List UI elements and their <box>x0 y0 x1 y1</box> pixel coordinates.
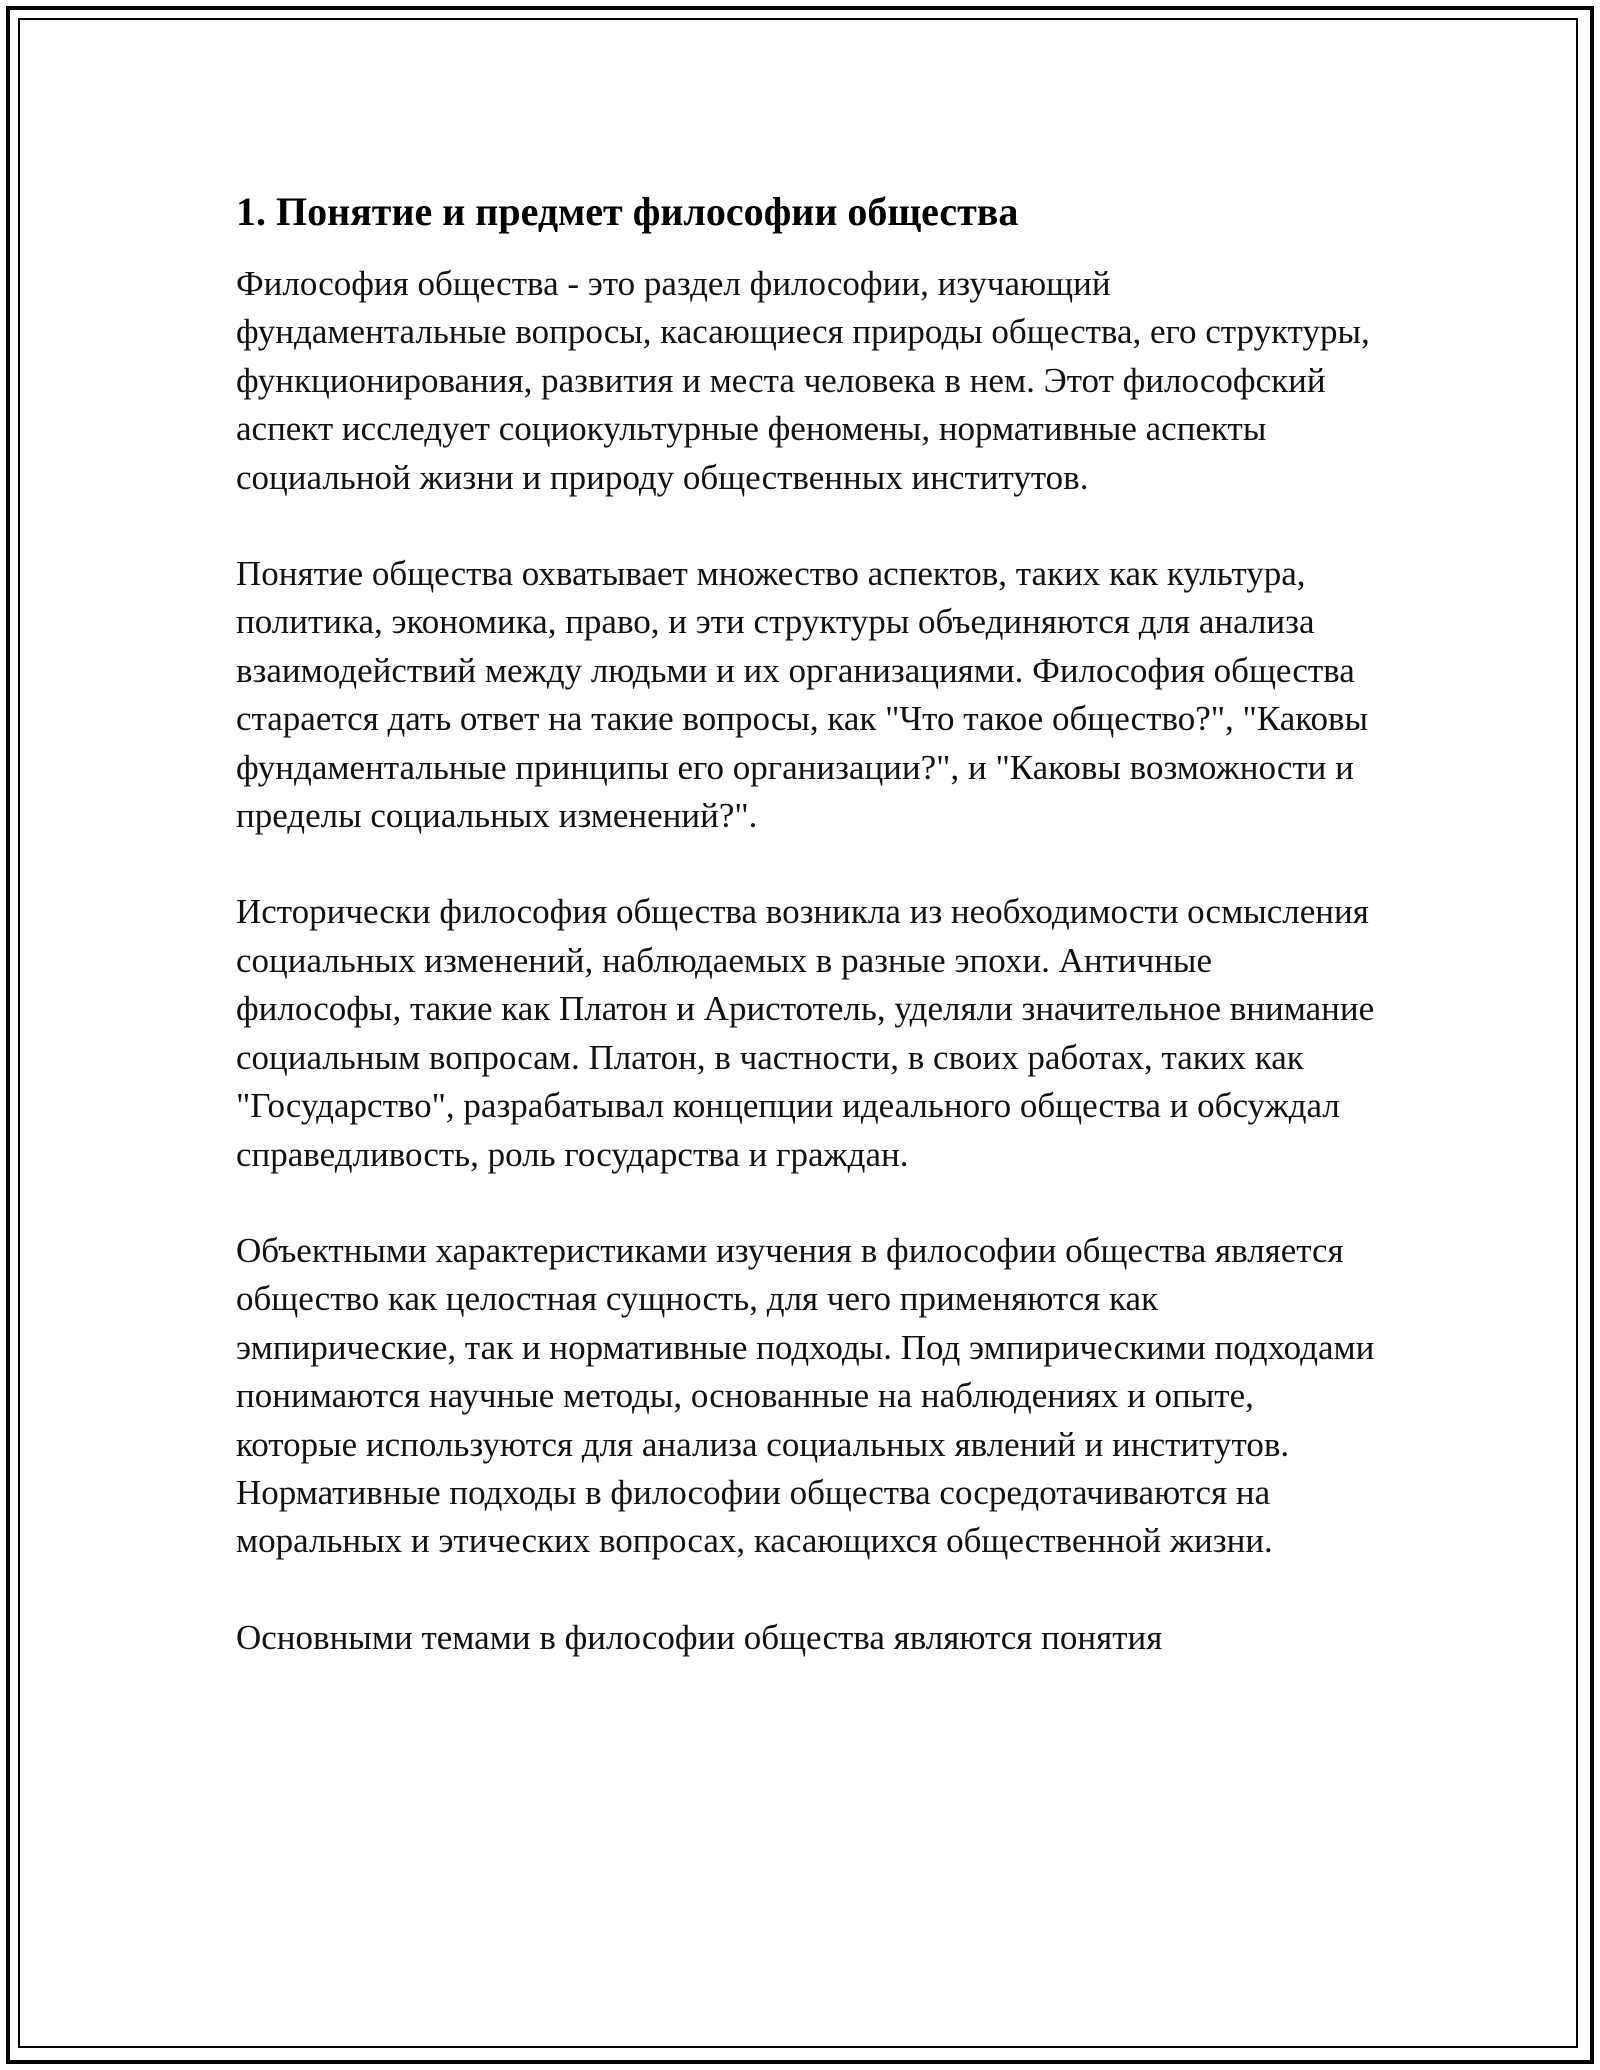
paragraph-definition: Философия общества - это раздел философии, изучающий фундаментальные вопросы, касающиеся природы общества, его структуры, функционирования, развития и места человека в нем. Этот философский аспект исследует социокультурные феномены, нормативные аспекты социальной жизни и природу общественных институтов. <box>236 264 1370 497</box>
document-body <box>236 184 1376 1710</box>
paragraph-approaches: Объектными характеристиками изучения в философии общества является общество как целостная сущность, для чего применяются как эмпирические, так и нормативные подходы. Под эмпирическими подходами понимаются научные методы, основанные на наблюдениях и опыте, которые используются для анализа социальных явлений и институтов. Нормативные подходы в философии общества сосредотачиваются на моральных и этических вопросах, касающихся общественной жизни. <box>236 1230 1375 1561</box>
paragraph-themes: Основными темами в философии общества являются понятия <box>236 1617 1163 1657</box>
paragraph-concept: Понятие общества охватывает множество аспектов, таких как культура, политика, экономика, право, и эти структуры объединяются для анализа взаимодействий между людьми и их организациями. Философия общества старается дать ответ на такие вопросы, как "Что такое общество?", "Каковы фундаментальные принципы его организации?", и "Каковы возможности и пределы социальных изменений?". <box>236 554 1369 836</box>
section-heading: 1. Понятие и предмет философии общества <box>236 189 1019 234</box>
paragraph-history: Исторически философия общества возникла из необходимости осмысления социальных изменений, наблюдаемых в разные эпохи. Античные философы, такие как Платон и Аристотель, уделяли значительное внимание социальным вопросам. Платон, в частности, в своих работах, таких как "Государство", разрабатывал концепции идеального общества и обсуждал справедливость, роль государства и граждан. <box>236 892 1375 1174</box>
